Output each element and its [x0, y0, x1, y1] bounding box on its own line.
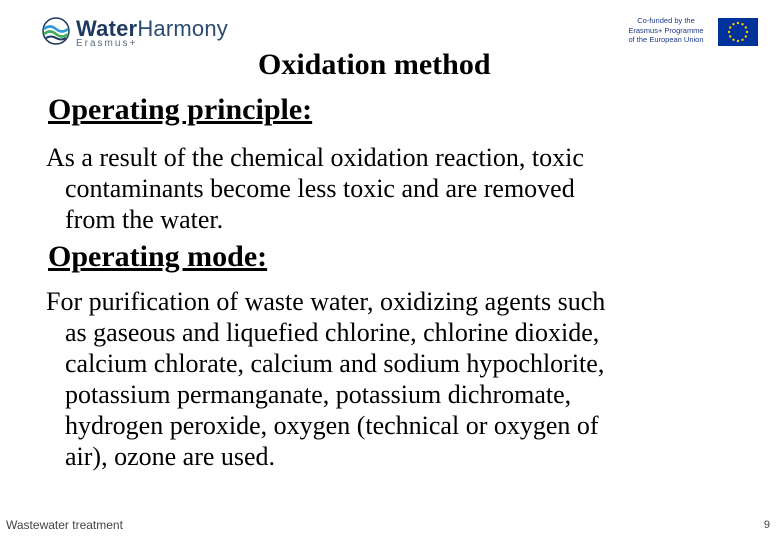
- footer-course-title: Wastewater treatment: [6, 518, 123, 532]
- body-line: from the water.: [65, 205, 224, 234]
- eu-star-icon: [732, 23, 734, 25]
- page-number: 9: [763, 519, 770, 531]
- eu-star-icon: [745, 26, 747, 28]
- eu-text-line-1: Co-funded by the: [637, 16, 695, 25]
- eu-text-line-3: of the European Union: [628, 35, 704, 44]
- body-line: hydrogen peroxide, oxygen (technical or oxygen of: [65, 411, 599, 440]
- water-harmony-logo: [40, 14, 240, 52]
- eu-star-icon: [737, 22, 739, 24]
- eu-star-icon: [741, 23, 743, 25]
- eu-star-icon: [728, 31, 730, 33]
- body-line: as gaseous and liquefied chlorine, chlorine dioxide,: [65, 318, 600, 347]
- eu-star-icon: [746, 31, 748, 33]
- eu-star-icon: [729, 26, 731, 28]
- body-line: calcium chlorate, calcium and sodium hypochlorite,: [65, 349, 605, 378]
- eu-star-icon: [737, 40, 739, 42]
- eu-cofunded-logo: [620, 16, 760, 48]
- body-line: For purification of waste water, oxidizing agents such: [46, 287, 606, 316]
- eu-flag-icon: [718, 18, 758, 46]
- body-line: air), ozone are used.: [65, 442, 276, 471]
- slide-title: Oxidation method: [258, 48, 491, 81]
- logo-brand-light: Harmony: [137, 16, 228, 41]
- eu-star-icon: [732, 39, 734, 41]
- eu-text-line-2: Erasmus+ Programme: [628, 25, 704, 35]
- logo-subtitle: Erasmus+: [76, 38, 138, 49]
- eu-star-icon: [729, 35, 731, 37]
- section-heading-principle: Operating principle:: [48, 93, 313, 126]
- eu-cofunded-text: [620, 16, 712, 45]
- body-line: As a result of the chemical oxidation reaction, toxic: [46, 143, 584, 172]
- section-body-principle: [46, 142, 746, 235]
- body-line: potassium permanganate, potassium dichromate,: [65, 380, 572, 409]
- section-body-mode: [46, 286, 746, 472]
- eu-star-icon: [741, 39, 743, 41]
- logo-brand-bold: Water: [76, 16, 138, 41]
- water-harmony-logo-icon: [40, 16, 72, 46]
- body-line: contaminants become less toxic and are removed: [65, 174, 575, 203]
- section-heading-mode: Operating mode:: [48, 240, 268, 273]
- eu-star-icon: [745, 35, 747, 37]
